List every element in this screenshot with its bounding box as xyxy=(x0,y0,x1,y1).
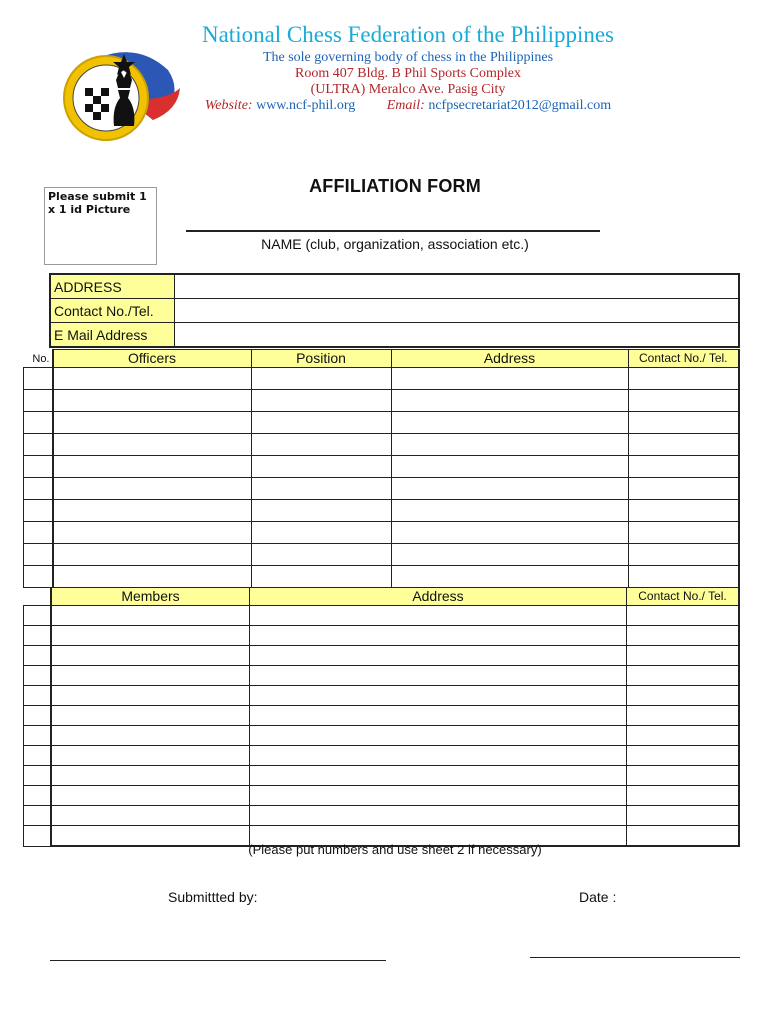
officer-no-cell[interactable] xyxy=(24,566,53,588)
contact-field[interactable] xyxy=(175,299,740,323)
officers-body xyxy=(24,368,740,588)
date-line[interactable] xyxy=(530,957,740,958)
contact-row xyxy=(50,299,739,323)
officer-cell[interactable] xyxy=(53,434,252,456)
member-cell[interactable] xyxy=(51,686,250,706)
member-row xyxy=(24,646,740,666)
officer-row xyxy=(24,412,740,434)
member-cell[interactable] xyxy=(627,706,740,726)
member-cell[interactable] xyxy=(250,786,627,806)
footer-note: (Please put numbers and use sheet 2 if necessary) xyxy=(248,842,542,857)
member-cell[interactable] xyxy=(627,646,740,666)
address-row xyxy=(50,274,739,299)
officer-row xyxy=(24,390,740,412)
officer-row xyxy=(24,368,740,390)
officer-cell[interactable] xyxy=(628,522,739,544)
member-cell[interactable] xyxy=(51,726,250,746)
address-label: ADDRESS xyxy=(50,274,175,299)
officer-cell[interactable] xyxy=(391,390,628,412)
member-no-cell[interactable] xyxy=(24,666,52,686)
officer-row xyxy=(24,478,740,500)
officer-cell[interactable] xyxy=(53,456,252,478)
officer-no-cell[interactable] xyxy=(24,544,53,566)
web-email-line xyxy=(48,98,768,114)
member-cell[interactable] xyxy=(627,726,740,746)
officer-cell[interactable] xyxy=(628,478,739,500)
officer-cell[interactable] xyxy=(628,500,739,522)
officer-no-cell[interactable] xyxy=(24,412,53,434)
member-no-cell[interactable] xyxy=(24,746,52,766)
no-header: No. xyxy=(24,350,53,368)
officer-cell[interactable] xyxy=(628,544,739,566)
members-table xyxy=(23,587,740,847)
officer-no-cell[interactable] xyxy=(24,522,53,544)
signature-line[interactable] xyxy=(50,960,386,961)
officer-cell[interactable] xyxy=(251,500,391,522)
officer-cell[interactable] xyxy=(53,412,252,434)
org-name: National Chess Federation of the Philippines xyxy=(201,22,615,47)
officer-cell[interactable] xyxy=(251,566,391,588)
officer-no-cell[interactable] xyxy=(24,478,53,500)
officer-cell[interactable] xyxy=(628,390,739,412)
member-cell[interactable] xyxy=(250,726,627,746)
officer-cell[interactable] xyxy=(391,500,628,522)
member-no-cell[interactable] xyxy=(24,646,52,666)
id-photo-box: Please submit 1 x 1 id Picture xyxy=(44,187,157,265)
member-cell[interactable] xyxy=(51,646,250,666)
org-tagline: The sole governing body of chess in the Philippines xyxy=(262,50,554,65)
officers-header: Officers xyxy=(53,350,252,368)
contact-label: Contact No./Tel. xyxy=(50,299,175,323)
member-cell[interactable] xyxy=(51,626,250,646)
officer-cell[interactable] xyxy=(628,368,739,390)
officer-cell[interactable] xyxy=(53,566,252,588)
officer-cell[interactable] xyxy=(628,456,739,478)
officer-cell[interactable] xyxy=(251,478,391,500)
member-cell[interactable] xyxy=(51,706,250,726)
email-field-label: E Mail Address xyxy=(50,323,175,348)
position-header: Position xyxy=(251,350,391,368)
member-no-cell[interactable] xyxy=(24,766,52,786)
officer-cell[interactable] xyxy=(251,412,391,434)
officers-header-row xyxy=(24,350,740,368)
members-header: Members xyxy=(51,588,250,606)
officer-no-cell[interactable] xyxy=(24,500,53,522)
member-cell[interactable] xyxy=(51,766,250,786)
officer-cell[interactable] xyxy=(628,566,739,588)
member-cell[interactable] xyxy=(627,766,740,786)
officer-cell[interactable] xyxy=(251,434,391,456)
org-contact-block xyxy=(0,50,768,114)
member-cell[interactable] xyxy=(627,786,740,806)
member-cell[interactable] xyxy=(250,686,627,706)
officer-cell[interactable] xyxy=(391,412,628,434)
officer-cell[interactable] xyxy=(391,368,628,390)
member-row xyxy=(24,786,740,806)
member-cell[interactable] xyxy=(51,666,250,686)
address-table xyxy=(49,273,740,348)
member-cell[interactable] xyxy=(51,786,250,806)
member-cell[interactable] xyxy=(51,606,250,626)
officer-no-cell[interactable] xyxy=(24,434,53,456)
member-no-cell[interactable] xyxy=(24,706,52,726)
email-row xyxy=(50,323,739,348)
officer-cell[interactable] xyxy=(251,544,391,566)
officer-row xyxy=(24,500,740,522)
officer-cell[interactable] xyxy=(53,544,252,566)
member-row xyxy=(24,706,740,726)
officers-table xyxy=(23,349,740,588)
member-cell[interactable] xyxy=(250,646,627,666)
officer-cell[interactable] xyxy=(53,478,252,500)
officer-contact-header: Contact No./ Tel. xyxy=(628,350,739,368)
form-title: AFFILIATION FORM xyxy=(309,176,481,196)
member-row xyxy=(24,726,740,746)
member-cell[interactable] xyxy=(250,806,627,826)
member-address-header: Address xyxy=(250,588,627,606)
officer-no-cell[interactable] xyxy=(24,368,53,390)
officer-cell[interactable] xyxy=(251,456,391,478)
officer-cell[interactable] xyxy=(391,566,628,588)
member-contact-header: Contact No./ Tel. xyxy=(627,588,740,606)
member-cell[interactable] xyxy=(627,626,740,646)
member-cell[interactable] xyxy=(51,746,250,766)
website-label: Website: xyxy=(204,98,253,113)
officer-cell[interactable] xyxy=(53,368,252,390)
officer-cell[interactable] xyxy=(251,522,391,544)
officer-no-cell[interactable] xyxy=(24,456,53,478)
email-label: Email: xyxy=(386,98,425,113)
officer-cell[interactable] xyxy=(53,390,252,412)
officer-address-header: Address xyxy=(391,350,628,368)
email-field[interactable] xyxy=(175,323,740,348)
address-field[interactable] xyxy=(175,274,740,299)
officer-cell[interactable] xyxy=(391,478,628,500)
officer-cell[interactable] xyxy=(53,500,252,522)
member-cell[interactable] xyxy=(250,626,627,646)
officer-cell[interactable] xyxy=(628,434,739,456)
member-row xyxy=(24,606,740,626)
member-row xyxy=(24,746,740,766)
name-caption: NAME (club, organization, association etc.) xyxy=(261,236,529,252)
member-cell[interactable] xyxy=(627,806,740,826)
submitted-by-label: Submittted by: xyxy=(168,889,258,905)
member-cell[interactable] xyxy=(627,686,740,706)
members-header-row xyxy=(24,588,740,606)
officer-row xyxy=(24,456,740,478)
member-row xyxy=(24,686,740,706)
member-no-cell[interactable] xyxy=(24,686,52,706)
officer-row xyxy=(24,566,740,588)
officer-cell[interactable] xyxy=(391,456,628,478)
member-cell[interactable] xyxy=(250,606,627,626)
date-label: Date : xyxy=(579,889,617,905)
officer-row xyxy=(24,522,740,544)
member-row xyxy=(24,666,740,686)
website-link[interactable]: www.ncf-phil.org xyxy=(256,98,356,113)
member-no-cell[interactable] xyxy=(24,606,52,626)
officer-row xyxy=(24,544,740,566)
member-row xyxy=(24,806,740,826)
org-address-line1: Room 407 Bldg. B Phil Sports Complex xyxy=(295,66,521,81)
member-row xyxy=(24,626,740,646)
member-no-cell[interactable] xyxy=(24,786,52,806)
name-input-line[interactable] xyxy=(186,230,600,232)
member-cell[interactable] xyxy=(627,666,740,686)
email-link[interactable]: ncfpsecretariat2012@gmail.com xyxy=(428,98,612,113)
member-no-cell[interactable] xyxy=(24,726,52,746)
member-no-cell[interactable] xyxy=(24,806,52,826)
member-cell[interactable] xyxy=(250,746,627,766)
officer-no-cell[interactable] xyxy=(24,390,53,412)
officer-cell[interactable] xyxy=(251,390,391,412)
officer-cell[interactable] xyxy=(391,434,628,456)
member-cell[interactable] xyxy=(627,746,740,766)
officer-cell[interactable] xyxy=(628,412,739,434)
member-cell[interactable] xyxy=(250,766,627,786)
officer-row xyxy=(24,434,740,456)
member-no-cell[interactable] xyxy=(24,626,52,646)
officer-cell[interactable] xyxy=(53,522,252,544)
org-address-line2: (ULTRA) Meralco Ave. Pasig City xyxy=(310,82,506,97)
officer-cell[interactable] xyxy=(251,368,391,390)
members-no-header xyxy=(24,588,52,606)
member-cell[interactable] xyxy=(51,806,250,826)
officer-cell[interactable] xyxy=(391,544,628,566)
members-body xyxy=(24,606,740,847)
member-row xyxy=(24,766,740,786)
member-cell[interactable] xyxy=(627,606,740,626)
member-cell[interactable] xyxy=(250,706,627,726)
officer-cell[interactable] xyxy=(391,522,628,544)
member-cell[interactable] xyxy=(250,666,627,686)
